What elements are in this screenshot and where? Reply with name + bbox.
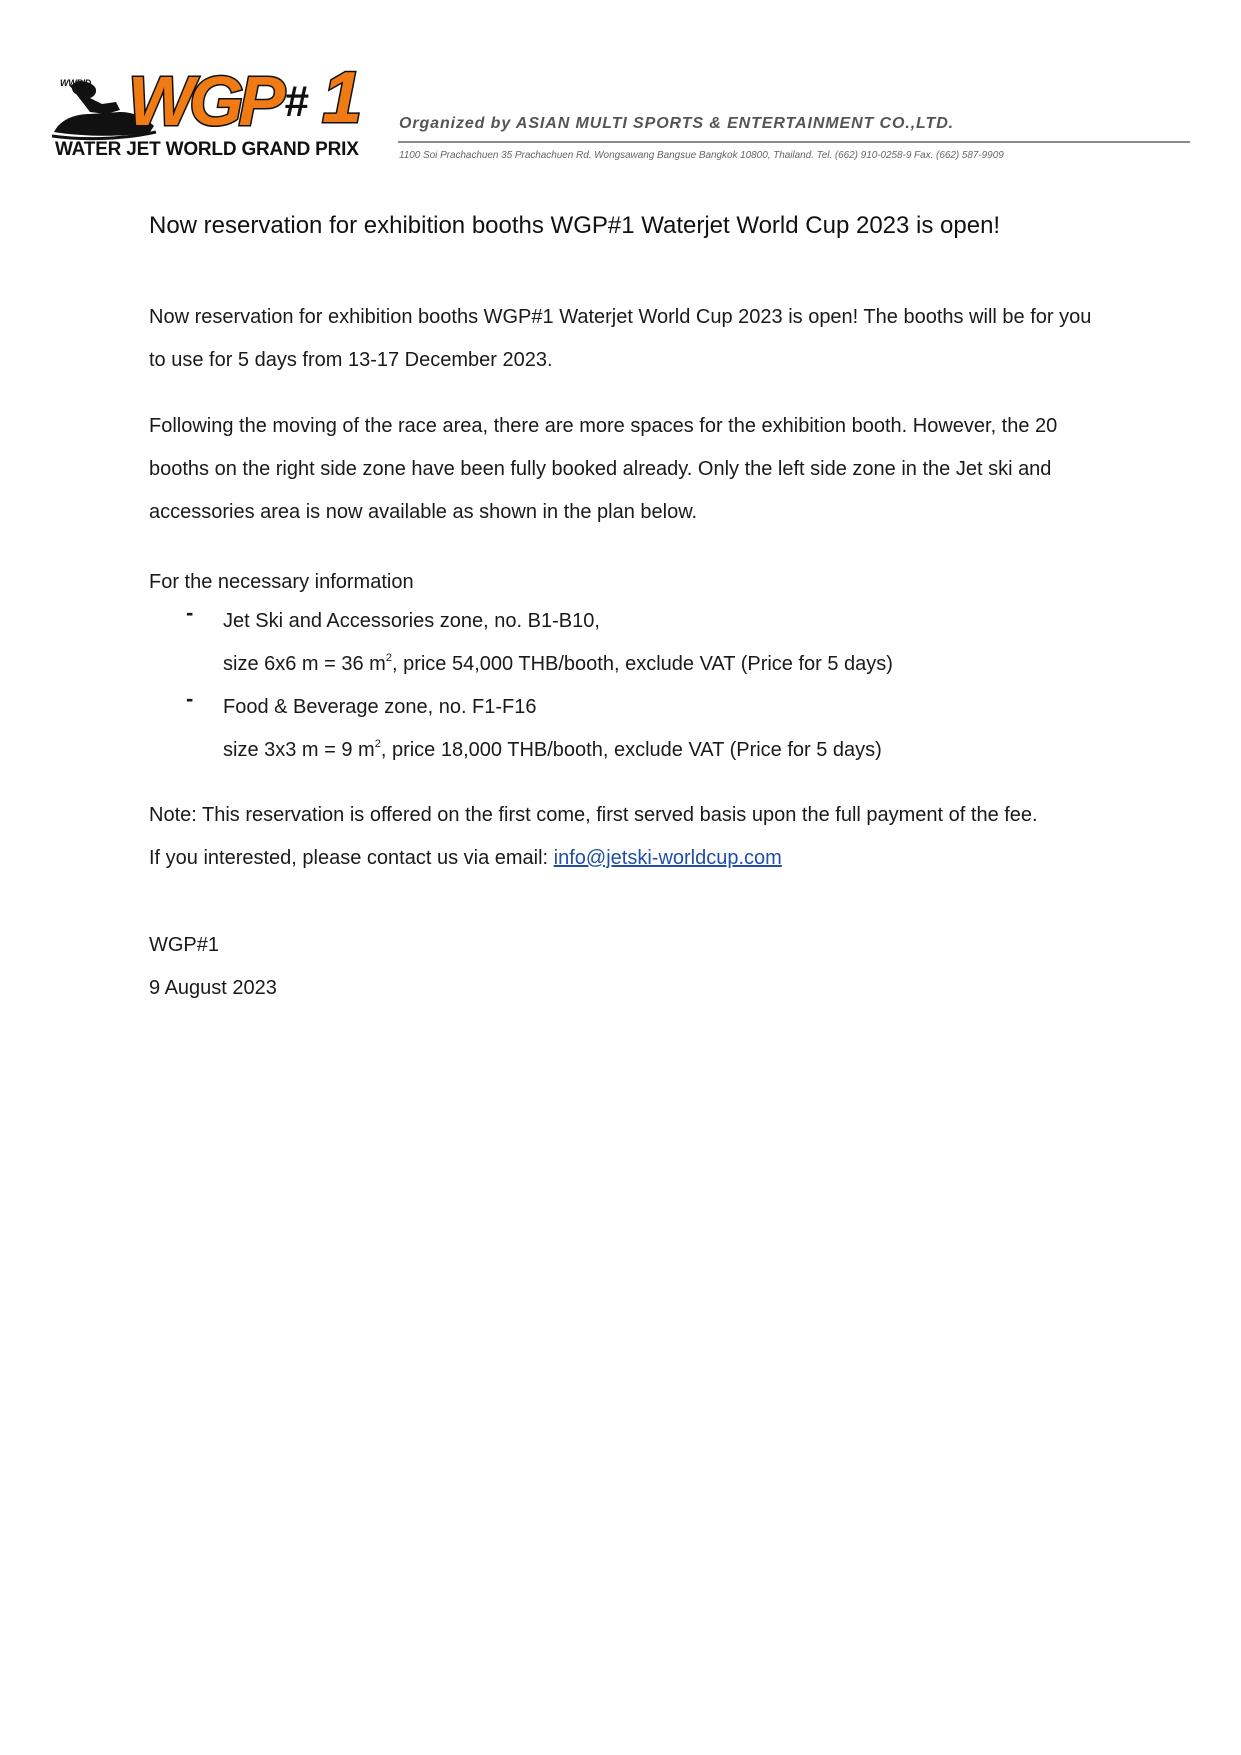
note-text: Note: This reservation is offered on the first come, first served basis upon the full payment of the fee. [149, 804, 1038, 826]
wgp-logo [50, 58, 380, 166]
contact-email-link[interactable]: info@jetski-worldcup.com [553, 847, 782, 869]
document-date: 9 August 2023 [149, 977, 277, 999]
contact-line [149, 837, 1109, 880]
zone-price: , price 54,000 THB/booth, exclude VAT (Price for 5 days) [391, 653, 893, 675]
zone-name: Jet Ski and Accessories zone, no. B1-B10, [223, 610, 600, 632]
zone-size-price [223, 643, 893, 686]
zone-item-food-beverage [223, 686, 882, 772]
zone-size-price [223, 729, 882, 772]
organizer-line: Organized by ASIAN MULTI SPORTS & ENTERTAINMENT CO.,LTD. [399, 115, 955, 132]
logo-number-text: 1 [322, 58, 363, 138]
document-title: Now reservation for exhibition booths WGP#1 Waterjet World Cup 2023 is open! [149, 212, 1001, 239]
info-heading: For the necessary information [149, 571, 414, 593]
logo-tagline: WATER JET WORLD GRAND PRIX [55, 139, 359, 160]
note-block [149, 794, 1109, 880]
signature: WGP#1 [149, 934, 220, 956]
zone-bullet: - [186, 686, 194, 711]
zone-size: size 3x3 m = 9 m [223, 739, 375, 761]
intro-paragraph: Now reservation for exhibition booths WGP#1 Waterjet World Cup 2023 is open! The booths will be for you to use for 5 days from 13-17 December 2023. [149, 306, 1092, 371]
zone-item-jet-ski [223, 600, 893, 686]
logo-small-text: WWRID [60, 78, 91, 88]
contact-prefix: If you interested, please contact us via email: [149, 847, 554, 869]
logo-wgp-text: WGP [128, 62, 281, 140]
zone-bullet: - [186, 600, 194, 625]
zone-size: size 6x6 m = 36 m [223, 653, 386, 675]
organizer-address: 1100 Soi Prachachuen 35 Prachachuen Rd. Wongsawang Bangsue Bangkok 10800, Thailand. Tel. (662) 910-0258-9 Fax. (662) 587-9909 [399, 150, 1004, 161]
signature-block [149, 924, 1109, 1010]
availability-paragraph: Following the moving of the race area, there are more spaces for the exhibition booth. However, the 20 booths on the right side zone have been fully booked already. Only the left side zone in the Jet ski and accessories area is now available as shown in the plan below. [149, 415, 1058, 523]
zone-size-superscript: 2 [385, 652, 392, 664]
zone-size-superscript: 2 [374, 738, 381, 750]
zone-price: , price 18,000 THB/booth, exclude VAT (Price for 5 days) [380, 739, 882, 761]
zone-name: Food & Beverage zone, no. F1-F16 [223, 696, 537, 718]
header-divider [398, 141, 1190, 143]
logo-hash-text: # [284, 77, 309, 126]
